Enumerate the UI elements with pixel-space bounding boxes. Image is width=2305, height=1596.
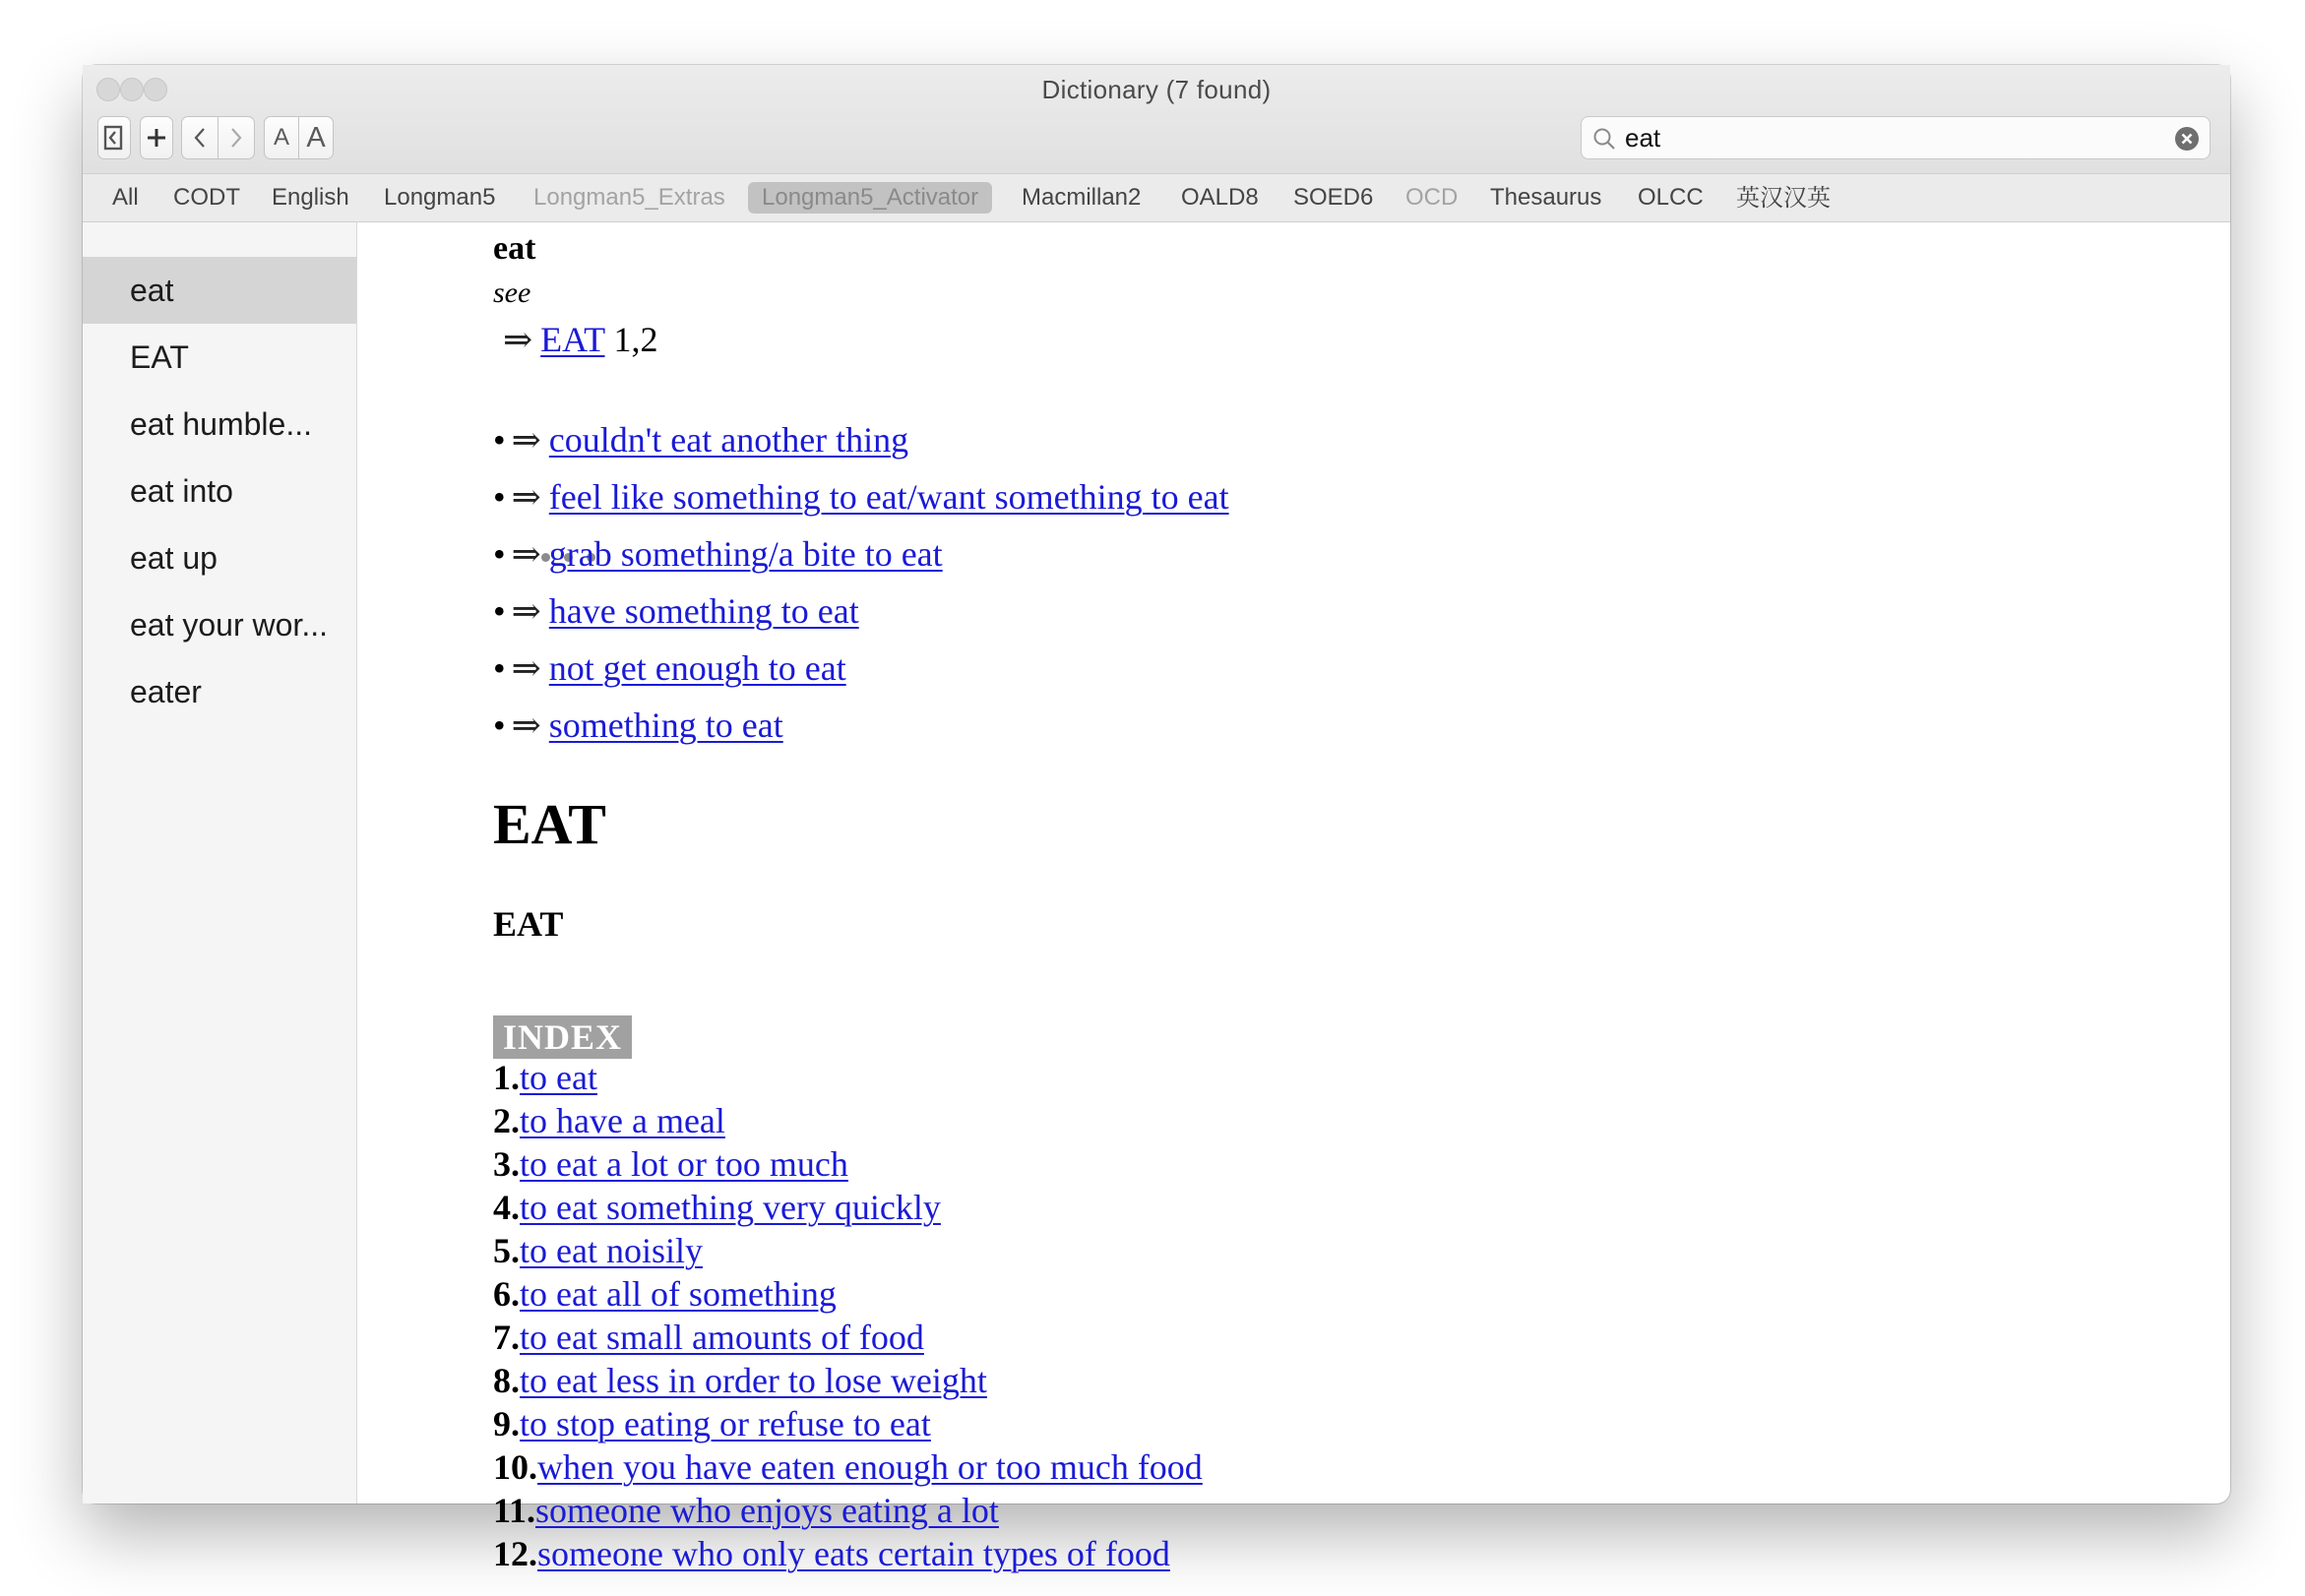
index-link[interactable]: to eat something very quickly (520, 1188, 941, 1227)
phrase-link[interactable]: feel like something to eat/want something to eat (548, 477, 1229, 517)
see-label: see (493, 276, 531, 309)
dictionary-window (83, 65, 2230, 1573)
phrase-item: • ⇒ not get enough to eat (493, 648, 846, 688)
search-input[interactable] (1625, 121, 2156, 154)
index-item: 10.when you have eaten enough or too much food (493, 1447, 1203, 1487)
phrase-item: • ⇒ have something to eat (493, 591, 859, 631)
chevron-left-icon (192, 126, 208, 150)
dict-tab-olcc[interactable]: OLCC (1638, 184, 1704, 211)
toggle-sidebar-button[interactable] (97, 116, 131, 159)
result-item-eat-humble[interactable]: eat humble... (130, 406, 312, 442)
phrase-item: • ⇒ feel like something to eat/want something to eat (493, 477, 1229, 517)
arrow-icon: ⇒ (511, 648, 541, 688)
index-item: 9.to stop eating or refuse to eat (493, 1404, 931, 1443)
arrow-icon: ⇒ (503, 320, 533, 359)
sub-heading: EAT (493, 904, 564, 944)
see-senses: 1,2 (613, 320, 658, 359)
index-link[interactable]: when you have eaten enough or too much food (537, 1447, 1203, 1487)
plus-icon (146, 127, 167, 149)
phrase-link[interactable]: grab something/a bite to eat (548, 534, 943, 574)
add-button[interactable] (140, 116, 173, 159)
section-heading: EAT (493, 792, 606, 856)
forward-button[interactable] (218, 116, 255, 159)
dict-tab-chinese[interactable]: 英汉汉英 (1736, 184, 1831, 212)
index-item: 2.to have a meal (493, 1101, 725, 1140)
index-item: 1.to eat (493, 1058, 597, 1097)
chevron-right-icon (228, 126, 244, 150)
dict-tab-ocd[interactable]: OCD (1405, 184, 1459, 211)
index-item: 11.someone who enjoys eating a lot (493, 1491, 999, 1530)
results-sidebar (83, 222, 357, 1504)
font-smaller-button[interactable]: A (264, 116, 299, 159)
dict-tab-all[interactable]: All (112, 184, 139, 211)
result-item-eat[interactable]: eat (83, 257, 356, 324)
index-link[interactable]: to eat small amounts of food (520, 1318, 924, 1357)
entry-content (357, 222, 2230, 1573)
phrase-link[interactable]: not get enough to eat (548, 648, 846, 688)
index-link[interactable]: to eat all of something (520, 1274, 837, 1314)
dict-tab-codt[interactable]: CODT (173, 184, 240, 211)
sidebar-toggle-icon (103, 125, 125, 151)
result-item-EAT[interactable]: EAT (130, 339, 189, 375)
dict-tab-longman5-activator[interactable]: Longman5_Activator (748, 182, 992, 214)
index-item: 3.to eat a lot or too much (493, 1144, 848, 1184)
phrase-item: • ⇒ couldn't eat another thing (493, 420, 909, 460)
dict-tab-thesaurus[interactable]: Thesaurus (1490, 184, 1602, 211)
result-item-eat-into[interactable]: eat into (130, 473, 233, 509)
dict-tab-oald8[interactable]: OALD8 (1181, 184, 1259, 211)
index-link[interactable]: to stop eating or refuse to eat (520, 1404, 931, 1443)
index-link[interactable]: someone who enjoys eating a lot (535, 1491, 999, 1530)
result-item-eater[interactable]: eater (130, 674, 202, 709)
phrase-link[interactable]: have something to eat (548, 591, 859, 631)
index-item: 6.to eat all of something (493, 1274, 837, 1314)
clear-search-icon[interactable] (2174, 126, 2200, 152)
phrase-link[interactable]: something to eat (548, 706, 783, 745)
index-link[interactable]: to eat a lot or too much (520, 1144, 848, 1184)
phrase-item: • ⇒ grab something/a bite to eat (493, 534, 943, 574)
dict-tab-longman5[interactable]: Longman5 (384, 184, 496, 211)
entry-headword: eat (493, 230, 536, 267)
phrase-item: • ⇒ something to eat (493, 706, 783, 745)
index-item: 8.to eat less in order to lose weight (493, 1361, 987, 1400)
index-item: 5.to eat noisily (493, 1231, 703, 1270)
phrase-link[interactable]: couldn't eat another thing (548, 420, 909, 460)
see-reference (503, 319, 658, 360)
arrow-icon: ⇒ (511, 706, 541, 745)
dictionary-tabs (83, 173, 2230, 222)
index-item: 4.to eat something very quickly (493, 1188, 941, 1227)
back-button[interactable] (181, 116, 218, 159)
dict-tab-soed6[interactable]: SOED6 (1293, 184, 1374, 211)
arrow-icon: ⇒ (511, 591, 541, 631)
arrow-icon: ⇒ (511, 420, 541, 460)
index-item: 7.to eat small amounts of food (493, 1318, 924, 1357)
index-link[interactable]: to have a meal (520, 1101, 725, 1140)
index-link[interactable]: someone who only eats certain types of food (537, 1534, 1170, 1573)
index-link[interactable]: to eat noisily (520, 1231, 703, 1270)
dict-tab-macmillan2[interactable]: Macmillan2 (1022, 184, 1142, 211)
index-item: 12.someone who only eats certain types of food (493, 1534, 1170, 1573)
index-link[interactable]: to eat (520, 1058, 597, 1097)
index-link[interactable]: to eat less in order to lose weight (520, 1361, 987, 1400)
font-larger-button[interactable]: A (298, 116, 334, 159)
result-item-eat-up[interactable]: eat up (130, 540, 218, 576)
dict-tab-english[interactable]: English (272, 184, 349, 211)
search-field[interactable] (1581, 116, 2211, 159)
dict-tab-longman5-extras[interactable]: Longman5_Extras (533, 184, 725, 211)
search-icon (1591, 126, 1617, 152)
arrow-icon: ⇒ (511, 477, 541, 517)
arrow-icon: ⇒ (511, 534, 541, 574)
title-bar (83, 65, 2230, 173)
see-link[interactable]: EAT (540, 320, 605, 359)
window-title: Dictionary (7 found) (1041, 75, 1272, 104)
result-item-eat-your-words[interactable]: eat your wor... (130, 607, 328, 643)
index-badge: INDEX (493, 1015, 632, 1059)
